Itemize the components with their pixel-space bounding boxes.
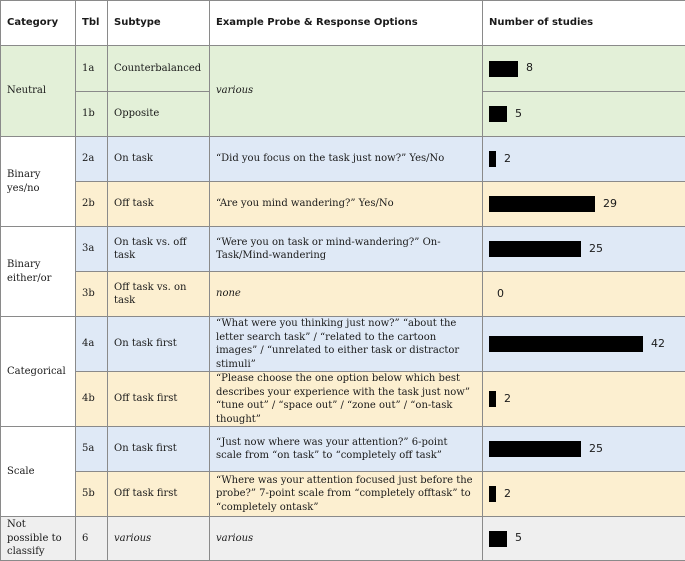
study-count-label: 25 bbox=[589, 442, 603, 457]
tbl-cell: 6 bbox=[76, 517, 108, 561]
category-categorical: Categorical bbox=[1, 317, 76, 427]
category-binary-yes-no: Binary yes/no bbox=[1, 137, 76, 227]
probe-cell: “Are you mind wandering?” Yes/No bbox=[210, 182, 483, 227]
table-row bbox=[1, 46, 685, 92]
subtype-cell: On task bbox=[108, 137, 210, 182]
probe-cell: “Just now where was your attention?” 6-point scale from “on task” to “completely off task” bbox=[210, 427, 483, 472]
header-subtype: Subtype bbox=[108, 1, 210, 46]
table-row bbox=[1, 427, 685, 472]
header-row bbox=[1, 1, 685, 46]
probe-cell: “What were you thinking just now?” “about the letter search task” / “related to the cartoon images” / “unrelated to either task or distractor stimuli” bbox=[210, 317, 483, 372]
table-row bbox=[1, 227, 685, 272]
table-row bbox=[1, 472, 685, 517]
studies-cell bbox=[483, 517, 685, 561]
tbl-cell: 1b bbox=[76, 92, 108, 137]
study-count-bar bbox=[489, 106, 507, 122]
study-count-label: 2 bbox=[504, 487, 511, 502]
probe-cell: “Were you on task or mind-wandering?” On-Task/Mind-wandering bbox=[210, 227, 483, 272]
study-count-label: 25 bbox=[589, 242, 603, 257]
probe-cell: “Did you focus on the task just now?” Yes/No bbox=[210, 137, 483, 182]
tbl-cell: 2b bbox=[76, 182, 108, 227]
studies-cell bbox=[483, 427, 685, 472]
study-count-label: 5 bbox=[515, 107, 522, 122]
category-not-possible: Not possible to classify bbox=[1, 517, 76, 561]
subtype-cell: Off task vs. on task bbox=[108, 272, 210, 317]
subtype-cell: On task first bbox=[108, 427, 210, 472]
probe-cell: “Where was your attention focused just before the probe?” 7-point scale from “completely offtask” to “completely ontask” bbox=[210, 472, 483, 517]
study-count-label: 29 bbox=[603, 197, 617, 212]
studies-cell bbox=[483, 92, 685, 137]
subtype-cell: On task first bbox=[108, 317, 210, 372]
header-probe: Example Probe & Response Options bbox=[210, 1, 483, 46]
probe-cell: various bbox=[210, 46, 483, 137]
header-studies: Number of studies bbox=[483, 1, 685, 46]
study-count-bar bbox=[489, 486, 496, 502]
study-count-label: 5 bbox=[515, 531, 522, 546]
subtype-cell: Off task first bbox=[108, 372, 210, 427]
study-count-bar bbox=[489, 61, 518, 77]
tbl-cell: 5b bbox=[76, 472, 108, 517]
category-binary-either-or: Binary either/or bbox=[1, 227, 76, 317]
probe-cell: none bbox=[210, 272, 483, 317]
studies-cell bbox=[483, 317, 685, 372]
table-row bbox=[1, 272, 685, 317]
subtype-cell: On task vs. off task bbox=[108, 227, 210, 272]
probe-cell: “Please choose the one option below which best describes your experience with the task just now” “tune out” / “space out” / “zone out” / “on-task thought” bbox=[210, 372, 483, 427]
study-count-bar bbox=[489, 336, 643, 352]
tbl-cell: 4b bbox=[76, 372, 108, 427]
studies-cell bbox=[483, 372, 685, 427]
study-count-bar bbox=[489, 241, 581, 257]
study-count-label: 0 bbox=[497, 287, 504, 302]
header-tbl: Tbl bbox=[76, 1, 108, 46]
studies-cell bbox=[483, 137, 685, 182]
study-count-bar bbox=[489, 196, 595, 212]
study-count-label: 8 bbox=[526, 61, 533, 76]
study-count-label: 2 bbox=[504, 152, 511, 167]
probe-cell: various bbox=[210, 517, 483, 561]
subtype-cell: Off task bbox=[108, 182, 210, 227]
studies-cell bbox=[483, 272, 685, 317]
studies-cell bbox=[483, 227, 685, 272]
subtype-cell: various bbox=[108, 517, 210, 561]
study-count-label: 42 bbox=[651, 337, 665, 352]
tbl-cell: 4a bbox=[76, 317, 108, 372]
tbl-cell: 2a bbox=[76, 137, 108, 182]
table-row bbox=[1, 517, 685, 561]
studies-cell bbox=[483, 472, 685, 517]
table-row bbox=[1, 182, 685, 227]
subtype-cell: Off task first bbox=[108, 472, 210, 517]
studies-cell bbox=[483, 182, 685, 227]
header-category: Category bbox=[1, 1, 76, 46]
study-count-bar bbox=[489, 151, 496, 167]
table-row bbox=[1, 137, 685, 182]
study-count-label: 2 bbox=[504, 392, 511, 407]
category-neutral: Neutral bbox=[1, 46, 76, 137]
study-count-bar bbox=[489, 441, 581, 457]
table-row bbox=[1, 317, 685, 372]
tbl-cell: 1a bbox=[76, 46, 108, 92]
tbl-cell: 3b bbox=[76, 272, 108, 317]
studies-cell bbox=[483, 46, 685, 92]
table-row bbox=[1, 372, 685, 427]
category-scale: Scale bbox=[1, 427, 76, 517]
study-count-bar bbox=[489, 531, 507, 547]
tbl-cell: 3a bbox=[76, 227, 108, 272]
subtype-cell: Counterbalanced bbox=[108, 46, 210, 92]
tbl-cell: 5a bbox=[76, 427, 108, 472]
subtype-cell: Opposite bbox=[108, 92, 210, 137]
study-count-bar bbox=[489, 391, 496, 407]
